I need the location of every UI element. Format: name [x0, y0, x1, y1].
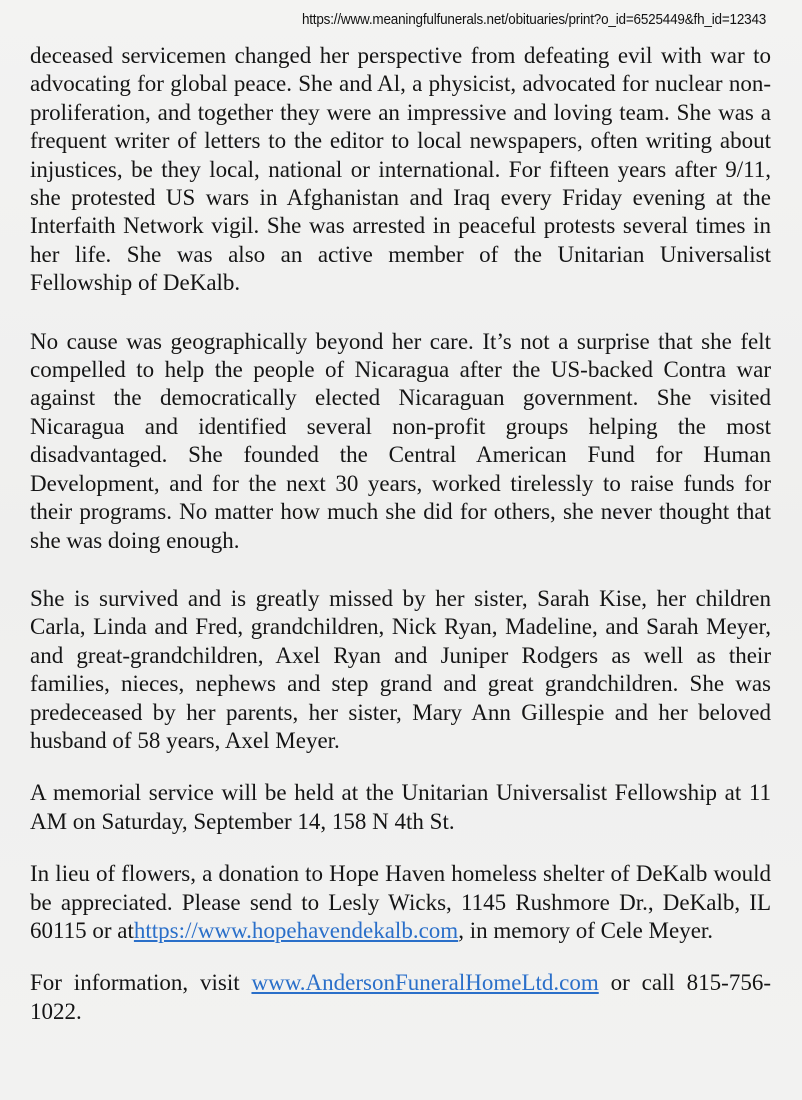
information-text-end: or call 815-756-1022.: [30, 970, 771, 1024]
obituary-body: [30, 42, 771, 1026]
paragraph-memorial-service: A memorial service will be held at the Unitarian Universalist Fellowship at 11 AM on Saturday, September 14, 158 N 4th St.: [30, 780, 771, 834]
hope-haven-link[interactable]: https://www.hopehavendekalb.com: [133, 917, 459, 943]
paragraph-spacer: [30, 298, 771, 328]
paragraph-nicaragua: No cause was geographically beyond her care. It’s not a surprise that she felt compelled to help the people of Nicaragua after the US-backed Contra war against the democratically elected Nicaraguan government. She visited Nicaragua and identified several non-profit groups helping the most disadvantaged. She founded the Central American Fund for Human Development, and for the next 30 years, worked tirelessly to raise funds for their programs. No matter how much she did for others, she never thought that she was doing enough.: [30, 328, 771, 553]
paragraph-spacer: [30, 945, 771, 969]
paragraph-donation: [30, 860, 771, 945]
paragraph-survivors: She is survived and is greatly missed by her sister, Sarah Kise, her children Carla, Linda and Fred, grandchildren, Nick Ryan, Madeline, and Sarah Meyer, and great-grandchildren, Axel Ryan and Juniper Rodgers as well as their families, nieces, nephews and step grand and great grandchildren. She was predeceased by her parents, her sister, Mary Ann Gillespie and her beloved husband of 58 years, Axel Meyer.: [30, 585, 771, 753]
paragraph-spacer: [30, 555, 771, 585]
paragraph-spacer: [30, 836, 771, 860]
donation-text: In lieu of flowers, a donation to Hope Haven homeless shelter of DeKalb would be appreciated. Please send to Lesly Wicks, 1145 Rushmore Dr., DeKalb, IL 60115 or at: [30, 861, 771, 943]
paragraph-spacer: [30, 755, 771, 779]
donation-text-end: , in memory of Cele Meyer.: [458, 917, 714, 943]
paragraph-information: [30, 969, 771, 1026]
paragraph-activism: deceased servicemen changed her perspective from defeating evil with war to advocating for global peace. She and Al, a physicist, advocated for nuclear non-proliferation, and together they were an impressive and loving team. She was a frequent writer of letters to the editor to local newspapers, often writing about injustices, be they local, national or international. For fifteen years after 9/11, she protested US wars in Afghanistan and Iraq every Friday evening at the Interfaith Network vigil. She was arrested in peaceful protests several times in her life. She was also an active member of the Unitarian Universalist Fellowship of DeKalb.: [30, 43, 771, 296]
information-text: For information, visit: [30, 970, 252, 996]
print-url-header: https://www.meaningfulfunerals.net/obituaries/print?o_id=6525449&fh_id=12343: [301, 12, 766, 28]
funeral-home-link[interactable]: www.AndersonFuneralHomeLtd.com: [251, 970, 599, 996]
